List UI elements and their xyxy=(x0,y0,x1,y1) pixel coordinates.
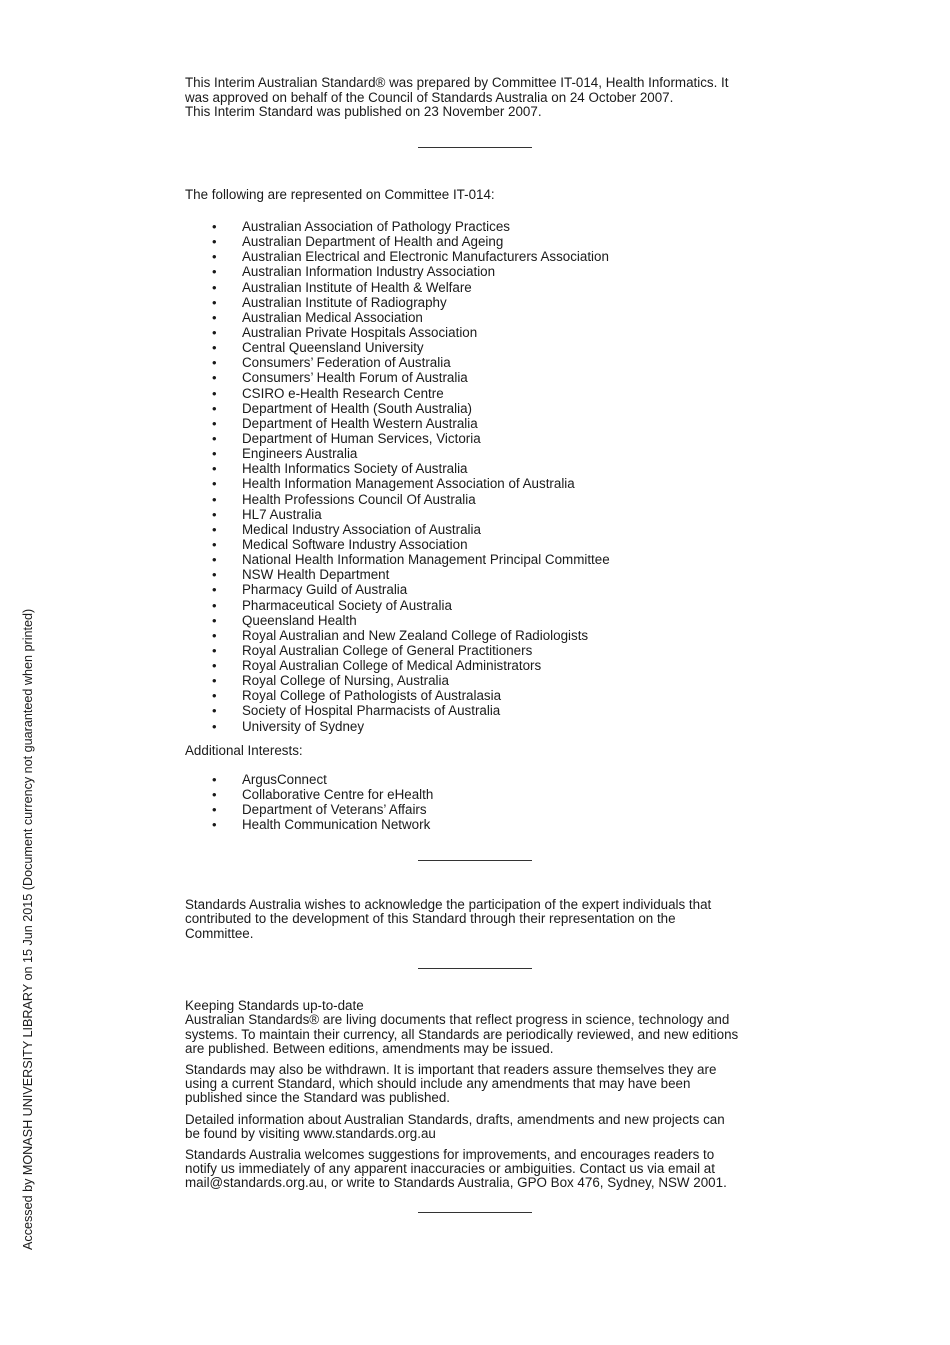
committee-member: • Medical Software Industry Association xyxy=(185,537,775,552)
section-divider xyxy=(418,860,532,861)
committee-member: • Australian Department of Health and Ageing xyxy=(185,234,775,249)
additional-interests-heading: Additional Interests: xyxy=(185,742,303,758)
additional-interest: • Health Communication Network xyxy=(185,817,775,832)
paragraph-line: Detailed information about Australian Standards, drafts, amendments and new projects can xyxy=(185,1111,725,1127)
committee-member: • Australian Electrical and Electronic Manufacturers Association xyxy=(185,249,775,264)
committee-member: • Australian Association of Pathology Practices xyxy=(185,219,775,234)
committee-member: • Australian Institute of Radiography xyxy=(185,295,775,310)
committee-member: • CSIRO e-Health Research Centre xyxy=(185,386,775,401)
committee-member: • Consumers’ Federation of Australia xyxy=(185,355,775,370)
paragraph-line: systems. To maintain their currency, all Standards are periodically reviewed, and new editions xyxy=(185,1026,739,1042)
additional-interest: • Collaborative Centre for eHealth xyxy=(185,787,775,802)
paragraph-line: published since the Standard was published. xyxy=(185,1090,451,1106)
committee-member: • Consumers’ Health Forum of Australia xyxy=(185,370,775,385)
committee-member: • Pharmaceutical Society of Australia xyxy=(185,598,775,613)
uptodate-paragraph xyxy=(185,1013,775,1056)
document-page xyxy=(185,76,775,1213)
paragraph-line: Standards Australia welcomes suggestions for improvements, and encourages readers to xyxy=(185,1146,715,1162)
acknowledgement-line: Committee. xyxy=(185,925,254,941)
paragraph-line: Standards may also be withdrawn. It is important that readers assure themselves they are xyxy=(185,1061,717,1077)
uptodate-section xyxy=(185,998,775,1190)
uptodate-paragraph xyxy=(185,1063,775,1106)
committee-member-list xyxy=(185,219,775,734)
paragraph-line: are published. Between editions, amendments may be issued. xyxy=(185,1040,554,1056)
committee-member: • Engineers Australia xyxy=(185,446,775,461)
section-divider xyxy=(418,147,532,148)
uptodate-heading: Keeping Standards up-to-date xyxy=(185,998,364,1014)
committee-member: • Department of Health (South Australia) xyxy=(185,401,775,416)
additional-interests-list xyxy=(185,772,775,833)
section-divider xyxy=(418,1212,532,1213)
committee-member: • Royal College of Pathologists of Australasia xyxy=(185,688,775,703)
paragraph-line: using a current Standard, which should include any amendments that may have been xyxy=(185,1076,691,1092)
committee-heading: The following are represented on Committee IT-014: xyxy=(185,186,495,202)
access-watermark: Accessed by MONASH UNIVERSITY LIBRARY on 15 Jun 2015 (Document currency not guaranteed when printed) xyxy=(21,608,35,1250)
committee-member: • HL7 Australia xyxy=(185,507,775,522)
committee-member: • Department of Health Western Australia xyxy=(185,416,775,431)
intro-line: was approved on behalf of the Council of Standards Australia on 24 October 2007. xyxy=(185,89,674,105)
committee-member: • Central Queensland University xyxy=(185,340,775,355)
committee-member: • Medical Industry Association of Australia xyxy=(185,522,775,537)
committee-member: • University of Sydney xyxy=(185,719,775,734)
committee-member: • Royal Australian College of Medical Administrators xyxy=(185,658,775,673)
paragraph-line: be found by visiting www.standards.org.au xyxy=(185,1125,436,1141)
intro-line: This Interim Standard was published on 23 November 2007. xyxy=(185,104,542,120)
committee-member: • Health Professions Council Of Australia xyxy=(185,492,775,507)
acknowledgement-line: contributed to the development of this Standard through their representation on the xyxy=(185,911,676,927)
additional-interest: • ArgusConnect xyxy=(185,772,775,787)
committee-member: • Society of Hospital Pharmacists of Australia xyxy=(185,703,775,718)
paragraph-line: Australian Standards® are living documents that reflect progress in science, technology and xyxy=(185,1012,730,1028)
uptodate-paragraph xyxy=(185,1113,775,1141)
committee-member: • Department of Human Services, Victoria xyxy=(185,431,775,446)
committee-member: • Australian Private Hospitals Association xyxy=(185,325,775,340)
committee-member: • Australian Medical Association xyxy=(185,310,775,325)
committee-member: • NSW Health Department xyxy=(185,567,775,582)
committee-member: • Royal Australian College of General Practitioners xyxy=(185,643,775,658)
intro-section xyxy=(185,76,775,120)
section-divider xyxy=(418,968,532,969)
paragraph-line: mail@standards.org.au, or write to Standards Australia, GPO Box 476, Sydney, NSW 2001. xyxy=(185,1175,727,1191)
committee-member: • Royal College of Nursing, Australia xyxy=(185,673,775,688)
committee-member: • Australian Information Industry Association xyxy=(185,264,775,279)
committee-member: • Pharmacy Guild of Australia xyxy=(185,582,775,597)
committee-member: • Queensland Health xyxy=(185,613,775,628)
committee-member: • Royal Australian and New Zealand College of Radiologists xyxy=(185,628,775,643)
additional-interest: • Department of Veterans’ Affairs xyxy=(185,802,775,817)
intro-line: This Interim Australian Standard® was prepared by Committee IT-014, Health Informatics. It xyxy=(185,75,729,90)
acknowledgement-line: Standards Australia wishes to acknowledge the participation of the expert individuals that xyxy=(185,896,712,912)
committee-member: • Health Informatics Society of Australia xyxy=(185,461,775,476)
uptodate-paragraph xyxy=(185,1148,775,1191)
paragraph-line: notify us immediately of any apparent inaccuracies or ambiguities. Contact us via email at xyxy=(185,1161,715,1177)
acknowledgement-section xyxy=(185,898,775,942)
committee-member: • Health Information Management Association of Australia xyxy=(185,476,775,491)
committee-member: • Australian Institute of Health & Welfare xyxy=(185,280,775,295)
committee-member: • National Health Information Management Principal Committee xyxy=(185,552,775,567)
